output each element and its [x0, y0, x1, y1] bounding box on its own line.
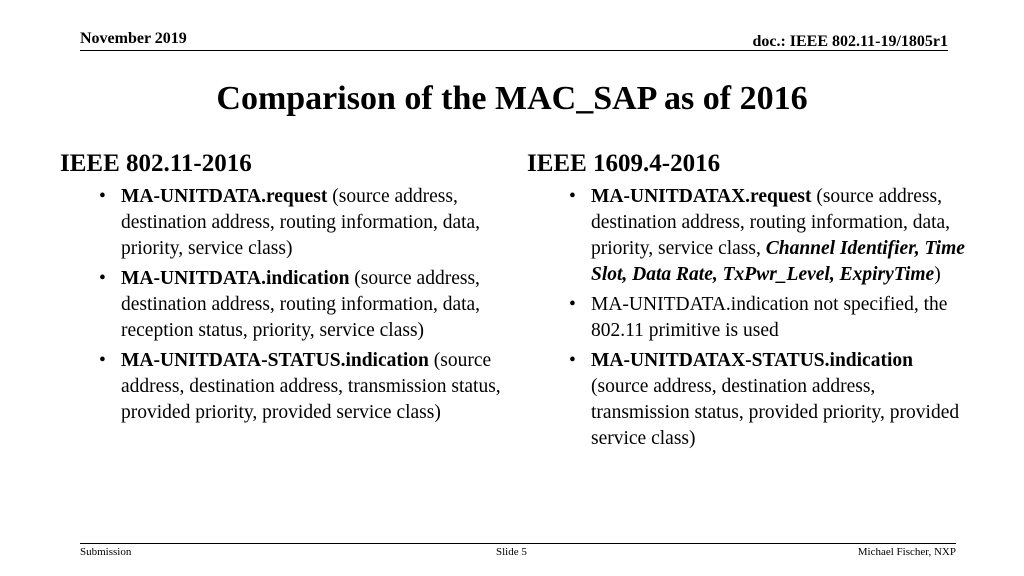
- list-item: [569, 348, 967, 452]
- header-doc-id: doc.: IEEE 802.11-19/1805r1: [752, 33, 948, 50]
- footer-divider: [80, 543, 956, 544]
- list-item: [99, 348, 510, 426]
- bullet-icon: •: [99, 268, 106, 289]
- primitive-params: (source address, destination address, transmission status, provided priority, provided service class): [591, 376, 960, 449]
- primitive-params: (source address, destination address, routing information, data, priority, service class,: [591, 186, 951, 259]
- bullet-icon: •: [99, 186, 106, 207]
- list-item: [99, 184, 510, 262]
- list-item: [569, 292, 967, 344]
- item-text: MA-UNITDATA.indication not specified, the 802.11 primitive is used: [591, 294, 948, 341]
- params-close: ): [934, 264, 941, 285]
- primitive-params: (source address, destination address, routing information, data, reception status, priority, service class): [121, 268, 481, 341]
- primitive-params: (source address, destination address, transmission status, provided priority, provided service class): [121, 350, 501, 423]
- right-column: [527, 150, 967, 456]
- primitive-name: MA-UNITDATAX.request: [591, 186, 812, 207]
- left-column-heading: IEEE 802.11-2016: [60, 150, 252, 177]
- list-item: [99, 266, 510, 344]
- right-bullet-list: [527, 184, 967, 452]
- primitive-name: MA-UNITDATA.request: [121, 186, 328, 207]
- primitive-name: MA-UNITDATA-STATUS.indication: [121, 350, 429, 371]
- left-column: [60, 150, 510, 430]
- bullet-icon: •: [569, 350, 576, 371]
- left-bullet-list: [60, 184, 510, 426]
- primitive-name: MA-UNITDATAX-STATUS.indication: [591, 350, 913, 371]
- bullet-icon: •: [569, 294, 576, 315]
- extended-params: Channel Identifier, Time Slot, Data Rate, TxPwr_Level, ExpiryTime: [591, 238, 965, 285]
- bullet-icon: •: [569, 186, 576, 207]
- right-column-heading: IEEE 1609.4-2016: [527, 150, 721, 177]
- footer-submission: Submission: [80, 546, 132, 558]
- list-item: [569, 184, 967, 288]
- footer-author: Michael Fischer, NXP: [857, 546, 956, 558]
- primitive-params: (source address, destination address, routing information, data, priority, service class): [121, 186, 481, 259]
- slide-title: Comparison of the MAC_SAP as of 2016: [216, 80, 808, 117]
- header-date: November 2019: [80, 30, 187, 47]
- bullet-icon: •: [99, 350, 106, 371]
- footer-slide-number: Slide 5: [496, 546, 527, 558]
- primitive-name: MA-UNITDATA.indication: [121, 268, 350, 289]
- header-divider: [80, 50, 948, 51]
